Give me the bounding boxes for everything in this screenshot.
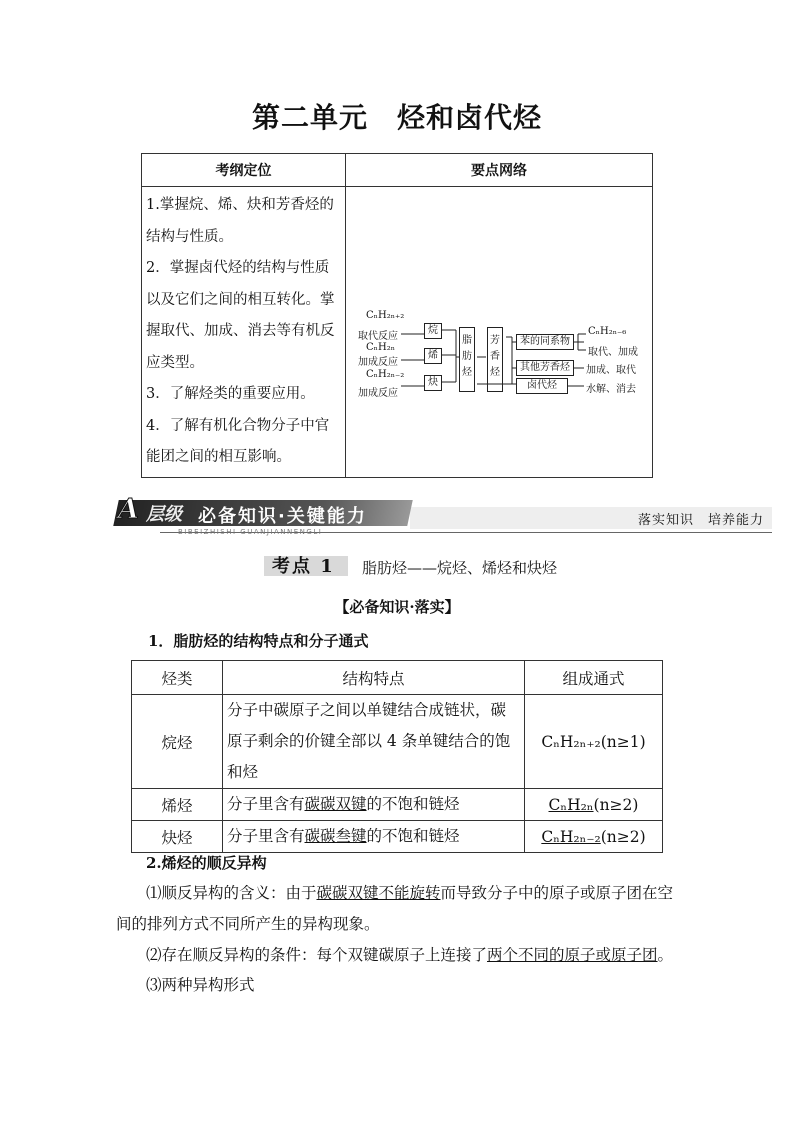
page-title: 第二单元 烃和卤代烃 (251, 101, 542, 134)
formula-base: CₙH₂ₙ₋₂ (541, 827, 601, 846)
alkane-reaction: 取代反应 (358, 331, 398, 342)
feature-cell (223, 789, 525, 821)
kaodian-label: 考点 1 (272, 556, 335, 577)
type-cell: 炔烃 (132, 821, 223, 853)
benzene-reactions: 取代、加成 (588, 347, 638, 358)
p1-post: 而导致分子中的原子或原子团在空间的排列方式不同所产生的异构现象。 (116, 884, 674, 933)
formula-base: CₙH₂ₙ₊₂ (541, 732, 601, 751)
formula-condition: (n≥1) (600, 732, 646, 751)
type-cell: 烯烃 (132, 789, 223, 821)
alkyne-box: 炔 (424, 375, 442, 391)
network-diagram (346, 187, 653, 478)
section-header: 【必备知识·落实】 (334, 598, 460, 616)
banner-pinyin: BIBEIZHISHI GUANJIANNENGLI (178, 528, 323, 536)
formula-cell (525, 789, 663, 821)
paragraph-definition (116, 878, 686, 940)
aliphatic-box: 脂肪烃 (459, 327, 475, 392)
feature-key: 碳碳双键 (304, 795, 367, 813)
outline-header-requirements: 考纲定位 (142, 154, 346, 187)
col-header-formula: 组成通式 (525, 661, 663, 695)
requirement-1: 1.掌握烷、烯、炔和芳香烃的结构与性质。 (146, 197, 334, 245)
type-cell: 烷烃 (132, 695, 223, 789)
alkyne-formula: CₙH₂ₙ₋₂ (366, 369, 405, 380)
alkene-formula: CₙH₂ₙ (366, 342, 396, 353)
p1-key: 碳碳双键不能旋转 (316, 884, 441, 902)
alkene-reaction: 加成反应 (358, 357, 398, 368)
formula-cell (525, 821, 663, 853)
section1-title: 1．脂肪烃的结构特点和分子通式 (148, 632, 369, 650)
other-aromatic-box: 其他芳香烃 (516, 360, 574, 376)
aromatic-box: 芳香烃 (487, 327, 503, 392)
feature-post: 的不饱和链烃 (366, 795, 460, 813)
p2-post: 。 (657, 946, 674, 964)
paragraph-forms: ⑶两种异构形式 (146, 976, 255, 994)
alkyne-reaction: 加成反应 (358, 388, 398, 399)
p2-pre: ⑵存在顺反异构的条件：每个双键碳原子上连接了 (146, 946, 488, 964)
col-header-type: 烃类 (132, 661, 223, 695)
benzene-homolog-box: 苯的同系物 (516, 334, 574, 350)
alkane-box: 烷 (424, 323, 442, 339)
outline-table (141, 153, 653, 478)
formula-condition: (n≥2) (600, 827, 646, 846)
formula-condition: (n≥2) (593, 795, 639, 814)
formula-base: CₙH₂ₙ (548, 795, 594, 814)
hydrocarbon-table (131, 660, 663, 853)
outline-header-network: 要点网络 (346, 154, 653, 187)
alkene-box: 烯 (424, 348, 442, 364)
banner-level-text: 层级 (146, 504, 182, 525)
halohydrocarbon-box: 卤代烃 (516, 378, 568, 394)
col-header-feature: 结构特点 (223, 661, 525, 695)
kaodian-title: 脂肪烃——烷烃、烯烃和炔烃 (362, 559, 558, 577)
feature-pre: 分子里含有 (227, 795, 305, 813)
paragraph-condition (116, 940, 686, 971)
p1-pre: ⑴顺反异构的含义：由于 (146, 884, 317, 902)
requirement-2: 2．掌握卤代烃的结构与性质以及它们之间的相互转化。掌握取代、加成、消去等有机反应类型。 (146, 260, 335, 371)
section2-title: 2.烯烃的顺反异构 (146, 854, 267, 872)
table-row (132, 695, 663, 789)
feature-post: 的不饱和链烃 (366, 827, 460, 845)
p2-key: 两个不同的原子或原子团 (487, 946, 658, 964)
feature-cell: 分子中碳原子之间以单键结合成链状，碳原子剩余的价键全部以 4 条单键结合的饱和烃 (223, 695, 525, 789)
requirement-4: 4．了解有机化合物分子中官能团之间的相互影响。 (146, 417, 330, 465)
halohydrocarbon-reactions: 水解、消去 (586, 384, 636, 395)
feature-cell (223, 821, 525, 853)
benzene-formula: CₙH₂ₙ₋₆ (588, 326, 627, 337)
feature-key: 碳碳叁键 (304, 827, 367, 845)
alkane-formula: CₙH₂ₙ₊₂ (366, 310, 405, 321)
table-row (132, 789, 663, 821)
banner-main-title: 必备知识·关键能力 (198, 506, 367, 527)
banner-right-text: 落实知识 培养能力 (638, 513, 765, 528)
other-aromatic-reactions: 加成、取代 (586, 365, 636, 376)
table-row (132, 821, 663, 853)
banner-level-letter: A (118, 494, 139, 525)
requirement-3: 3．了解烃类的重要应用。 (146, 386, 315, 402)
requirements-cell (142, 187, 346, 478)
feature-pre: 分子里含有 (227, 827, 305, 845)
formula-cell (525, 695, 663, 789)
